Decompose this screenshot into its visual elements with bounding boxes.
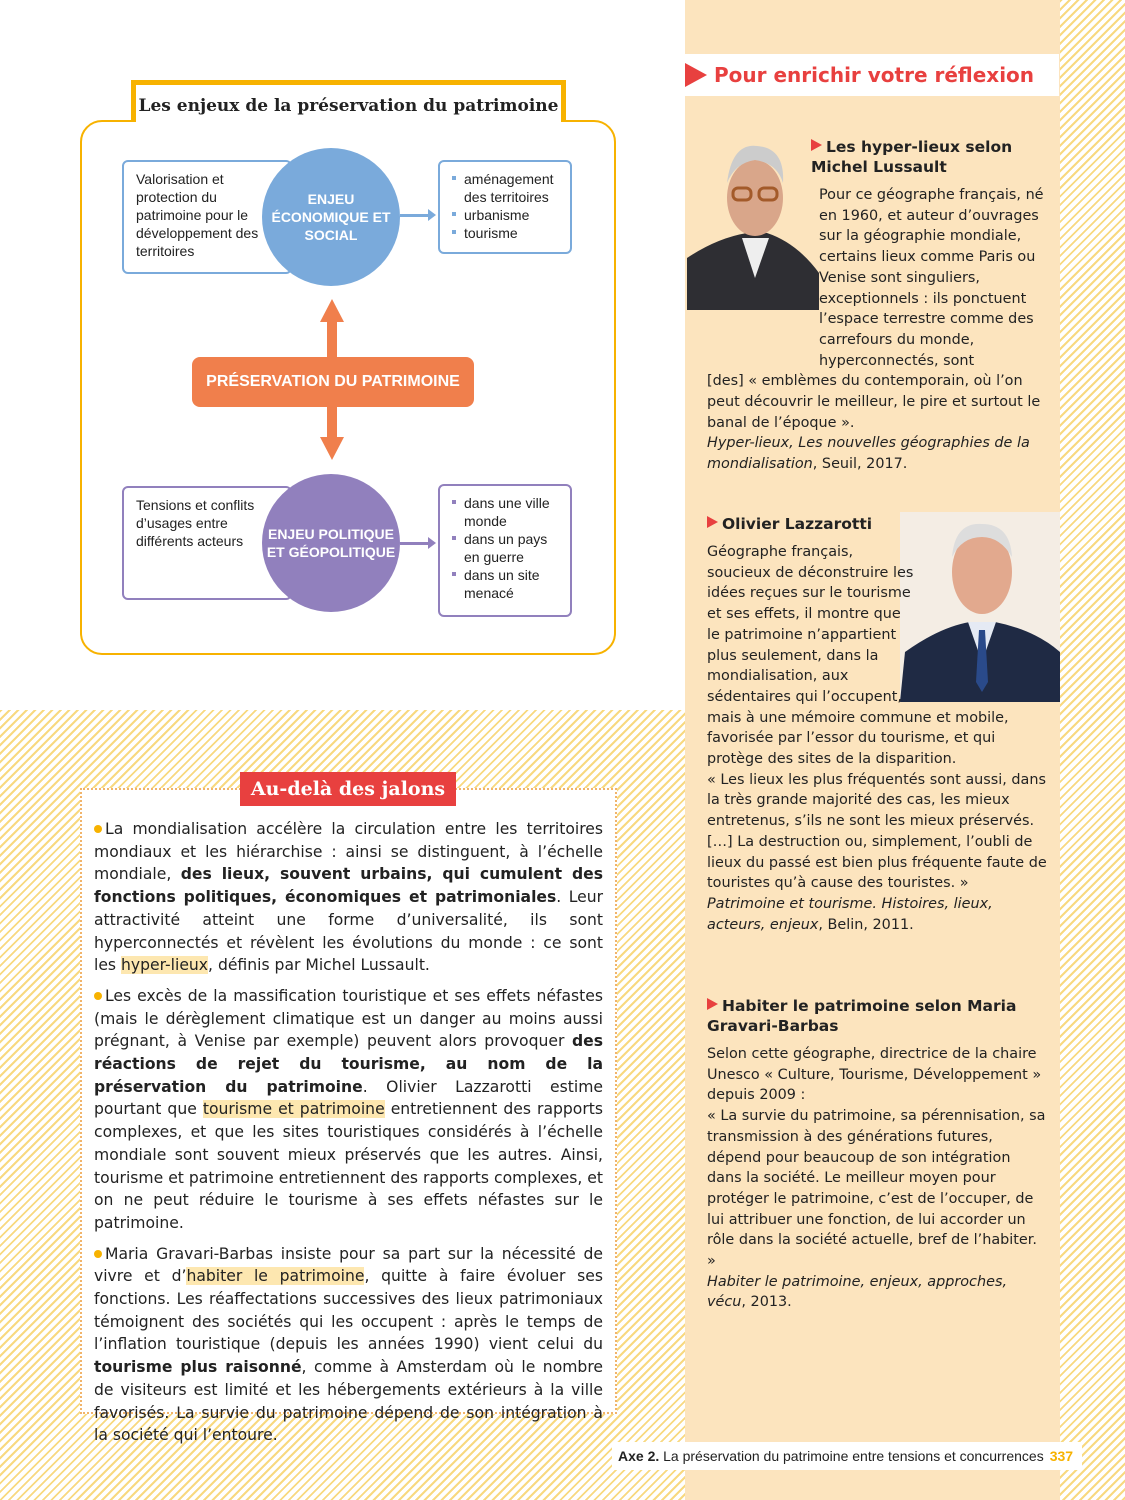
political-description: Tensions et conflits d’usages entre différents acteurs (122, 486, 292, 600)
sidebar-header (685, 54, 1059, 96)
section-gravari-barbas (707, 996, 1047, 1313)
section-quote: « Les lieux les plus fréquentés sont aussi, dans la très grande majorité des cas, les mieux entretenus, s’ils ne sont les mieux préservés. […] La destruction ou, simplement, l’oubli de lieux du passé est bien plus fréquente faute de touristes qu’à cause des touristes. » (707, 771, 1047, 892)
section-source: Hyper-lieux, Les nouvelles géographies de la mondialisation, Seuil, 2017. (707, 435, 1030, 473)
page-footer (612, 1442, 1082, 1470)
text-segment: Les excès de la massification touristique et ses effets néfastes (mais le dérèglement climatique est un danger au moins aussi prégnant, à Venise par exemple) peuvent alors provoquer (94, 986, 603, 1051)
bold-text: des lieux, souvent urbains, qui cumulent des fonctions politiques, économiques et patrimoniales (94, 865, 604, 907)
footer-axe: Axe 2. (618, 1448, 660, 1464)
section-quote: [des] « emblèmes du contemporain, où l’on peut découvrir le meilleur, le pire et surtout le banal de l’époque ». (707, 373, 1041, 431)
text-segment: . Olivier Lazzarotti estime pourtant que (94, 1077, 603, 1119)
sidebar-header-title: Pour enrichir votre réflexion (714, 63, 1035, 87)
political-list (438, 484, 572, 617)
political-circle: ENJEU POLITIQUE ET GÉOPOLITIQUE (262, 474, 400, 612)
preservation-label: PRÉSERVATION DU PATRIMOINE (192, 357, 474, 407)
section-source: Habiter le patrimoine, enjeux, approches, vécu, 2013. (707, 1273, 1008, 1311)
arrow-right-icon (400, 214, 432, 217)
highlighted-term: habiter le patrimoine (186, 1267, 365, 1286)
section-quote: « La survie du patrimoine, sa pérennisation, sa transmission à des générations futures, dépend pour beaucoup de son intégration dans la société. Le meilleur moyen pour protéger le patrimoine, c’est de l’occuper, de lui attribuer une fonction, de lui accorder un rôle dans la société actuelle, bref de l’habiter. » (707, 1108, 1046, 1270)
paragraph (94, 818, 603, 977)
paragraph (94, 985, 603, 1235)
section-heading: Les hyper-lieux selon Michel Lussault (811, 138, 1013, 176)
bold-text: tourisme plus raisonné (94, 1358, 302, 1377)
section-lazzarotti (707, 514, 1047, 935)
text-segment: , comme à Amsterdam où le nombre de visiteurs est limité et les hébergements extérieurs à la ville favorisés. La survie du patrimoine dépend de son intégration à la société qui l’entoure. (94, 1358, 603, 1445)
text-box (80, 788, 617, 1445)
arrow-right-icon (400, 542, 432, 545)
economic-description: Valorisation et protection du patrimoine pour le développement des territoires (122, 160, 292, 274)
diagram (80, 120, 616, 655)
text-segment: , quitte à faire évoluer ses fonctions. Les réaffectations successives des lieux patrimoniaux témoignent des sociétés qui les occupent : après le temps de l’inflation touristique (depuis les années 1990) vient celui du (94, 1267, 604, 1354)
economic-list (438, 160, 572, 254)
text-segment: entretiennent des rapports complexes, et que les sites touristiques considérés à l’échelle mondiale sont souvent mieux préservés que les autres. Ainsi, tourisme et patrimoine entretiennent des rapports complexes, et on ne peut réduire le tourisme à ses effets néfastes sur le patrimoine. (94, 1100, 603, 1232)
list-item: urbanisme (464, 207, 530, 223)
highlighted-term: hyper-lieux (121, 956, 209, 975)
triangle-icon (707, 516, 718, 528)
list-item: dans un pays en guerre (464, 531, 548, 565)
text-segment: , définis par Michel Lussault. (208, 956, 430, 975)
text-segment: . Leur attractivité atteint une forme d’universalité, ils sont hyperconnectés et révèlent les évolutions du monde : ce sont les (94, 888, 603, 975)
list-item: dans une ville monde (464, 495, 550, 529)
triangle-icon (707, 998, 718, 1010)
footer-title: La préservation du patrimoine entre tensions et concurrences (663, 1448, 1044, 1464)
bullet-icon (94, 1250, 102, 1258)
triangle-icon (685, 63, 707, 87)
section-body: Géographe français, soucieux de déconstruire les idées reçues sur le tourisme et ses effets, il montre que le patrimoine n’appartient plus seulement, dans la mondialisation, aux sédentaires qui l’occupent, mais à une mémoire commune et mobile, favorisée par l’essor du tourisme, et qui protège des sites de la disparition. (707, 544, 1009, 768)
page-number: 337 (1049, 1448, 1074, 1464)
section-heading: Habiter le patrimoine selon Maria Gravari-Barbas (707, 997, 1017, 1035)
bold-text: des réactions de rejet du tourisme, au nom de la préservation du patrimoine (94, 1032, 603, 1096)
list-item: dans un site menacé (464, 567, 540, 601)
section-heading: Olivier Lazzarotti (722, 515, 873, 533)
list-item: aménagement des territoires (464, 171, 554, 205)
section-body: Pour ce géographe français, né en 1960, et auteur d’ouvrages sur la géographie mondiale, certains lieux comme Paris ou Venise sont singuliers, exceptionnels : ils ponctuent l’espace terrestre comme des carrefours du monde, hyperconnectés, sont (819, 187, 1044, 369)
bullet-icon (94, 825, 102, 833)
section-source: Patrimoine et tourisme. Histoires, lieux, acteurs, enjeux, Belin, 2011. (707, 895, 993, 933)
section-body: Selon cette géographe, directrice de la chaire Unesco « Culture, Tourisme, Développement » depuis 2009 : (707, 1046, 1042, 1104)
bullet-icon (94, 992, 102, 1000)
list-item: tourisme (464, 225, 518, 241)
triangle-icon (811, 139, 822, 151)
section-lussault (707, 137, 1047, 475)
hatch-margin (1060, 0, 1125, 1500)
text-segment: Maria Gravari-Barbas insiste pour sa part sur la nécessité de vivre et d’ (94, 1244, 603, 1286)
paragraph (94, 1243, 603, 1447)
text-segment: La mondialisation accélère la circulation entre les territoires mondiaux et les hiérarchise : ainsi se distinguent, à l’échelle mondiale, (94, 820, 603, 884)
economic-circle: ENJEU ÉCONOMIQUE ET SOCIAL (262, 148, 400, 286)
highlighted-term: tourisme et patrimoine (202, 1100, 385, 1119)
section-title: Au-delà des jalons (240, 772, 456, 806)
diagram-title: Les enjeux de la préservation du patrimoine (131, 80, 566, 122)
